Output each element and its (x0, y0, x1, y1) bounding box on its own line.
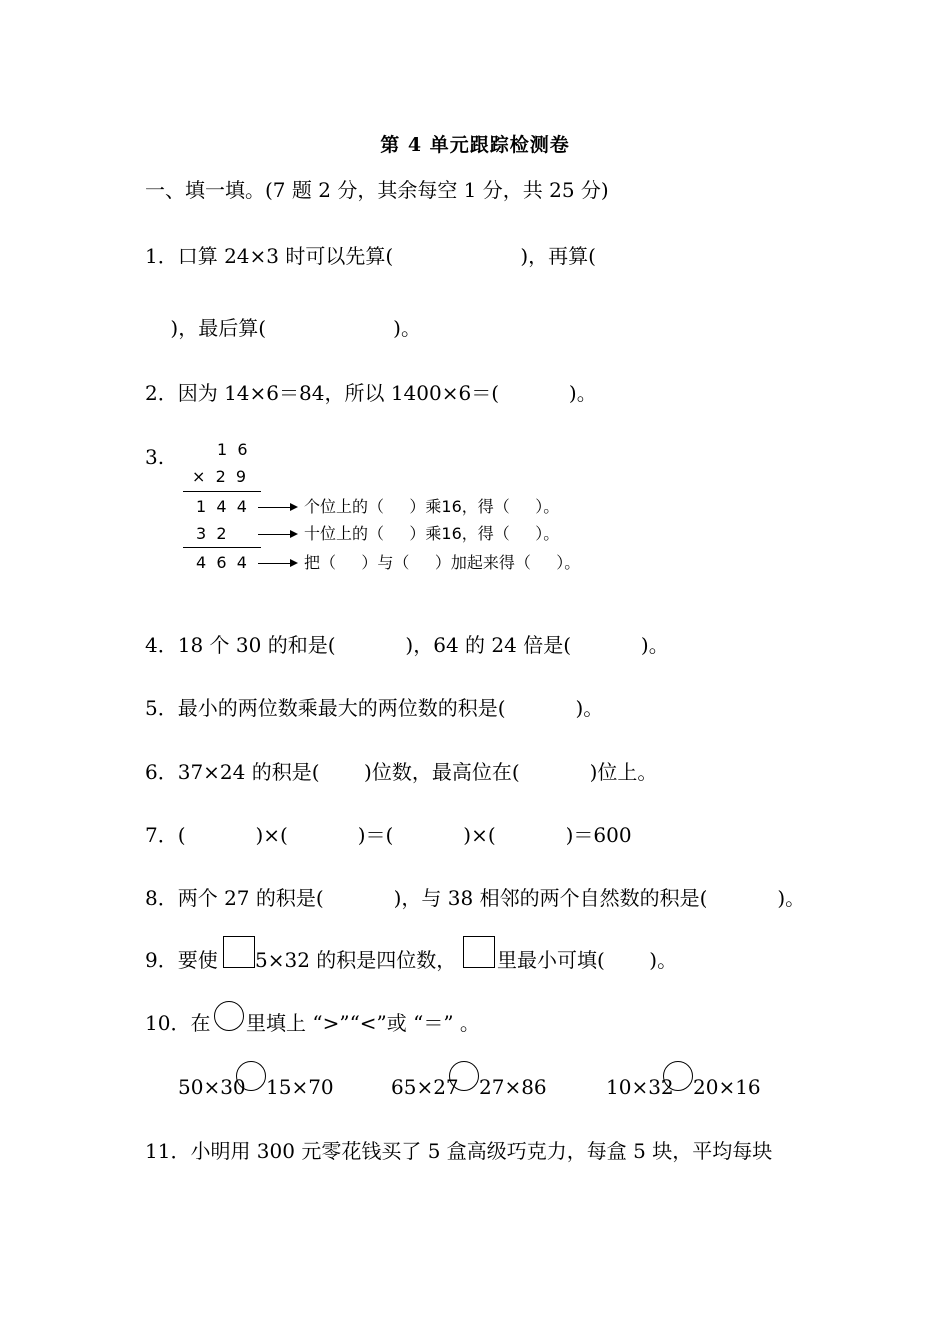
calc-divider-2 (183, 547, 261, 548)
question-7: 7．( )×( )＝( )×( )＝600 (145, 823, 632, 847)
answer-box (463, 936, 495, 968)
question-1-line-1: 1．口算 24×3 时可以先算( )，再算( (145, 244, 596, 268)
compare-left: 10×32 (606, 1075, 674, 1099)
page-title: 第 4 单元跟踪检测卷 (380, 134, 570, 156)
compare-circle (449, 1061, 479, 1091)
question-1-line-2: )，最后算( )。 (145, 316, 421, 340)
question-9-part-b: 5×32 的积是四位数， (255, 948, 457, 972)
calc-row-multiplicand: 1 6 (217, 440, 248, 459)
question-9-part-a: 9．要使 (145, 948, 218, 972)
compare-right: 27×86 (479, 1075, 547, 1099)
compare-circle (236, 1061, 266, 1091)
answer-box (223, 936, 255, 968)
question-6: 6．37×24 的积是( )位数，最高位在( )位上。 (145, 760, 658, 784)
question-4: 4．18 个 30 的和是( )，64 的 24 倍是( )。 (145, 633, 669, 657)
compare-circle (214, 1001, 244, 1031)
question-2: 2．因为 14×6＝84，所以 1400×6＝( )。 (145, 381, 597, 405)
question-5: 5．最小的两位数乘最大的两位数的积是( )。 (145, 696, 604, 720)
compare-right: 15×70 (266, 1075, 334, 1099)
compare-circle (663, 1061, 693, 1091)
compare-right: 20×16 (693, 1075, 761, 1099)
compare-left: 50×30 (178, 1075, 246, 1099)
calc-row-partial-2: 3 2 (196, 524, 227, 543)
question-8: 8．两个 27 的积是( )，与 38 相邻的两个自然数的积是( )。 (145, 886, 806, 910)
calc-desc-1: 个位上的（ ）乘16，得（ ）。 (304, 497, 560, 516)
calc-divider-1 (183, 491, 261, 492)
question-3-label: 3. (145, 445, 165, 469)
question-10-part-a: 10．在 (145, 1011, 211, 1035)
question-11: 11．小明用 300 元零花钱买了 5 盒高级巧克力，每盒 5 块，平均每块 (145, 1139, 773, 1163)
calc-row-multiplier: × 2 9 (192, 467, 247, 486)
compare-left: 65×27 (391, 1075, 459, 1099)
section-heading: 一、填一填。(7 题 2 分，其余每空 1 分，共 25 分) (145, 178, 609, 202)
calc-desc-3: 把（ ）与（ ）加起来得（ ）。 (304, 553, 581, 572)
question-9-part-c: 里最小可填( )。 (497, 948, 678, 972)
question-10-part-b: 里填上 “>”“<”或 “＝” 。 (246, 1011, 480, 1035)
arrow-icon (258, 563, 296, 564)
calc-desc-2: 十位上的（ ）乘16，得（ ）。 (304, 524, 560, 543)
calc-row-result: 4 6 4 (196, 553, 247, 572)
calc-row-partial-1: 1 4 4 (196, 497, 247, 516)
arrow-icon (258, 507, 296, 508)
arrow-icon (258, 534, 296, 535)
